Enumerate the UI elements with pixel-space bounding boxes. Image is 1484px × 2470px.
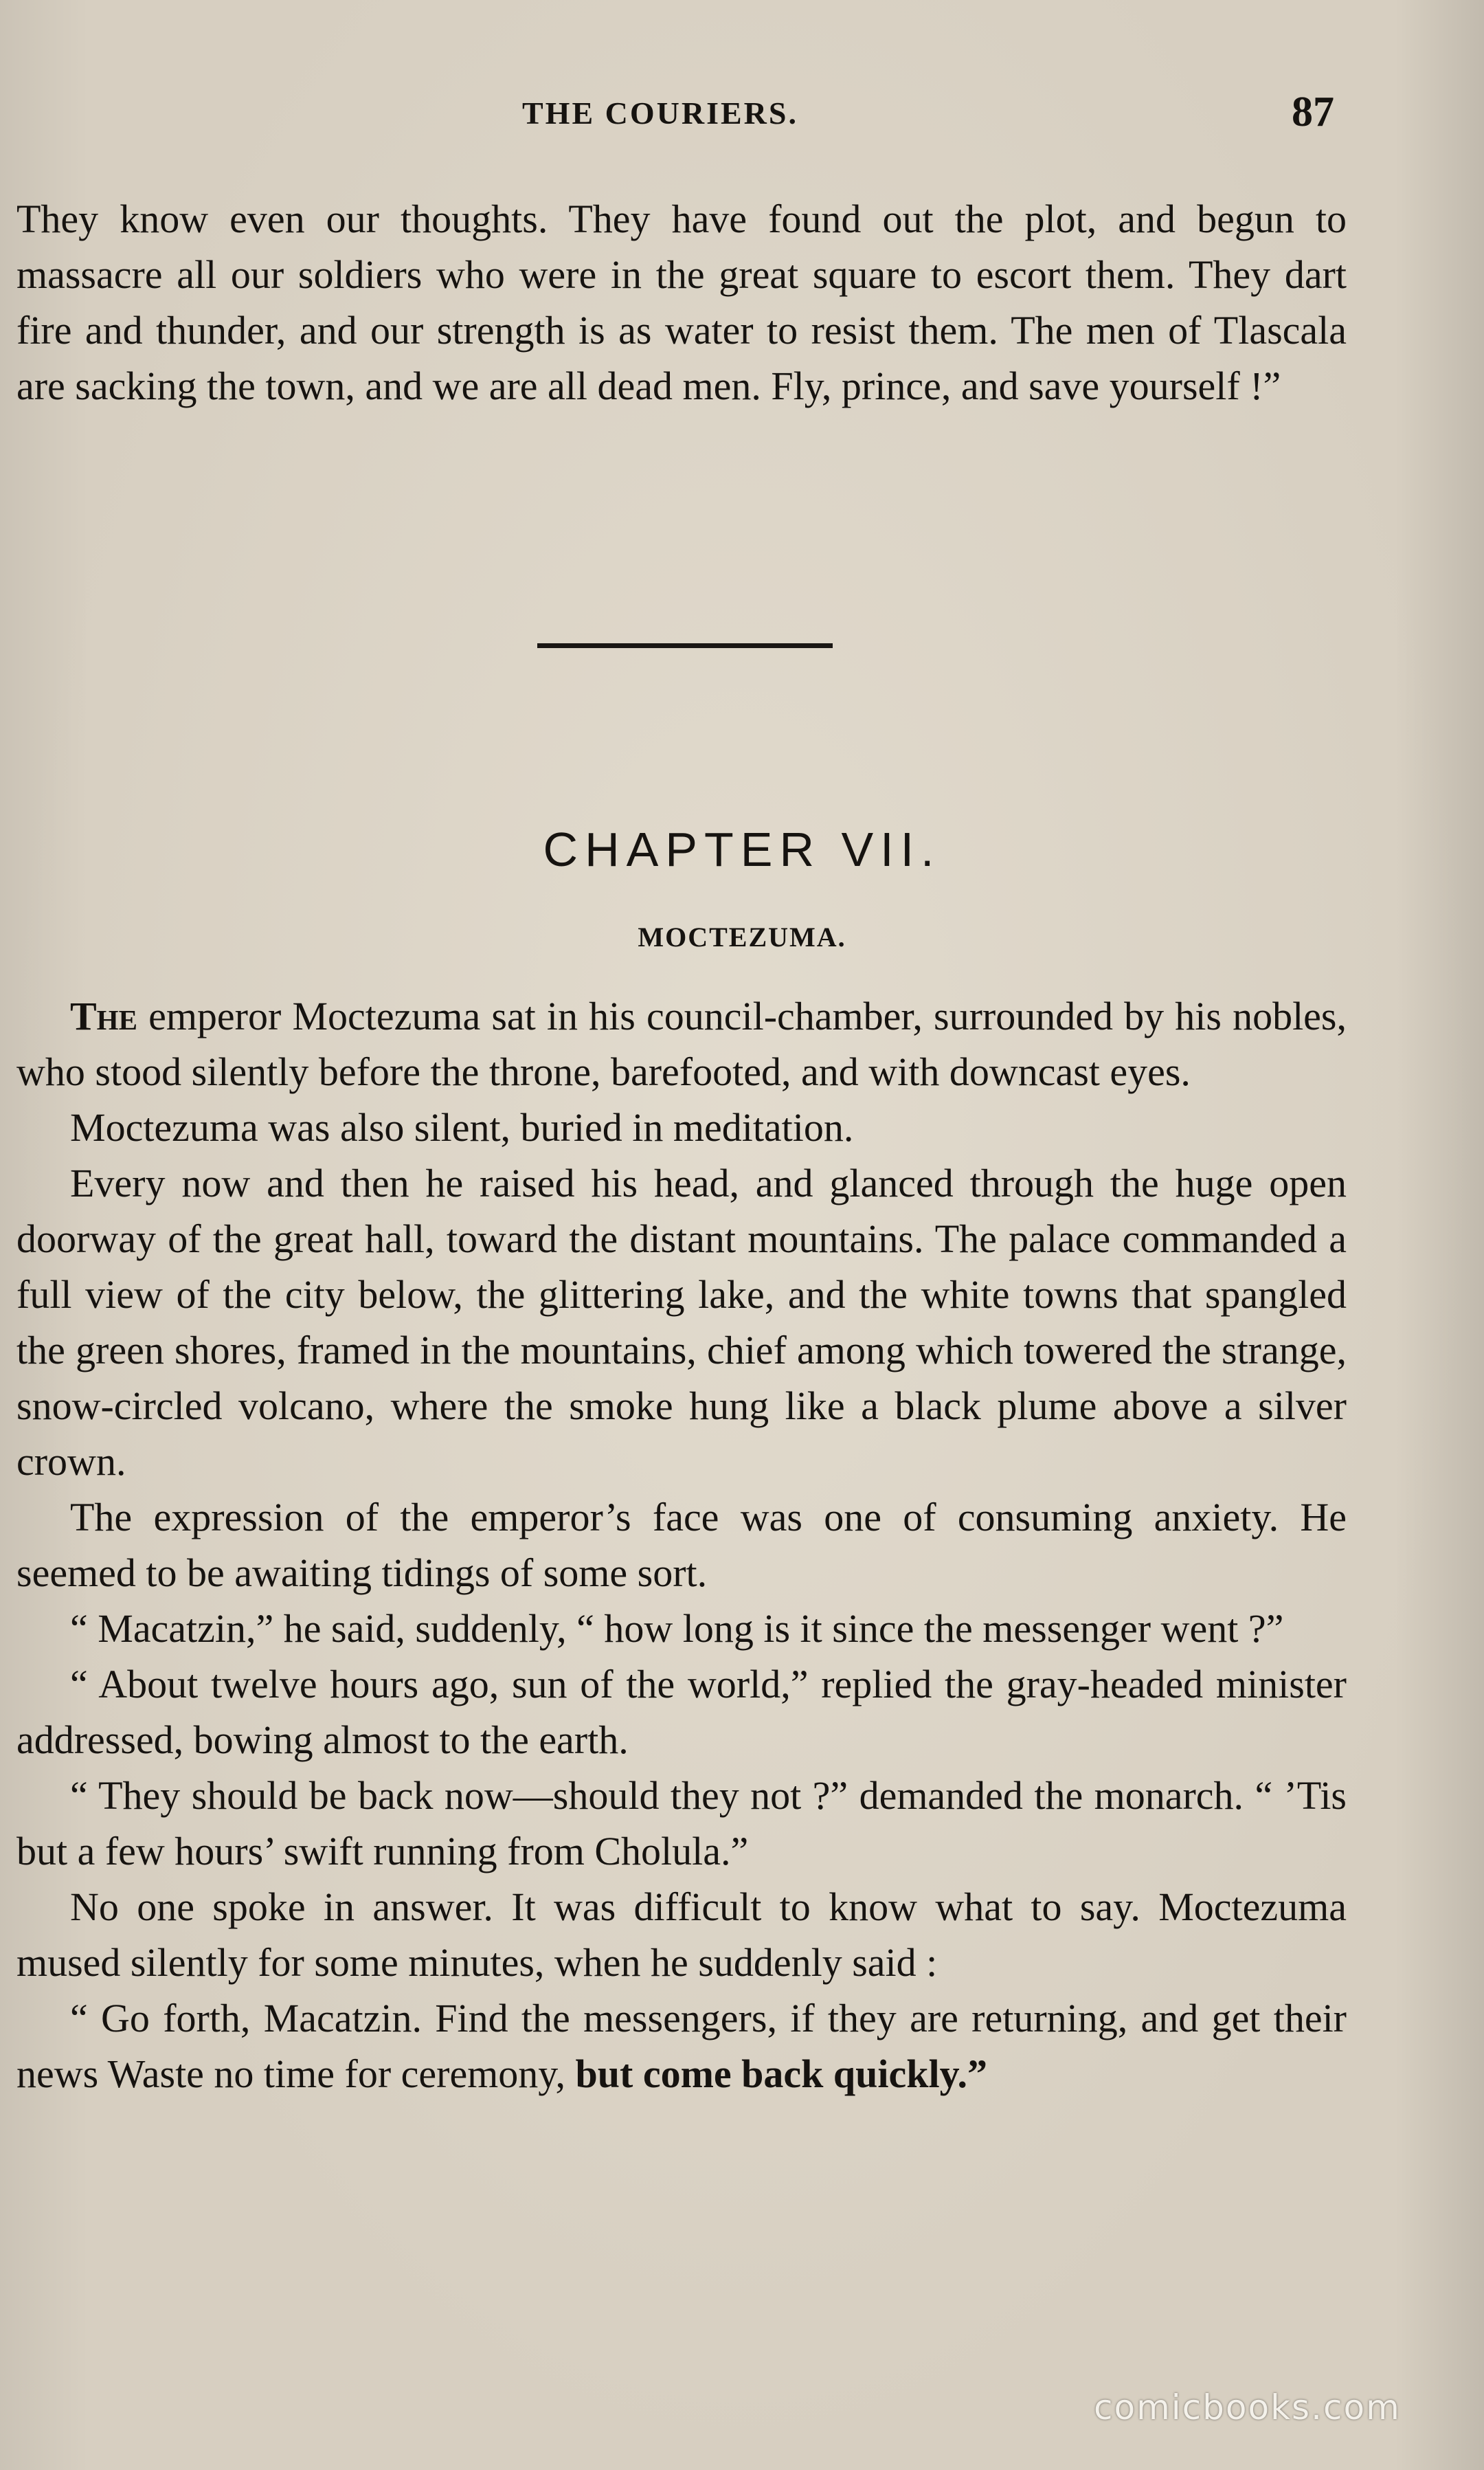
paragraph: “ About twelve hours ago, sun of the world,” replied the gray-headed minister addressed, bowing almost to the earth. [16, 1662, 1347, 1762]
section-rule [537, 643, 833, 648]
running-title: THE COURIERS. [522, 96, 798, 131]
paragraph-text: “ Go forth, Macatzin. Find the messengers, if they are returning, and get their news Waste no time for ceremony, [16, 1996, 1347, 2096]
chapter-title: CHAPTER VII. [543, 823, 941, 876]
chapter-subtitle: MOCTEZUMA. [638, 922, 846, 953]
paragraph [16, 1990, 1347, 2102]
paragraph: “ They should be back now—should they not ?” demanded the monarch. “ ’Tis but a few hours’ swift running from Cholula.” [16, 1773, 1347, 1873]
paragraph: Moctezuma was also silent, buried in meditation. [70, 1105, 854, 1150]
running-head [0, 88, 1484, 143]
watermark: comicbooks.com [1094, 2388, 1401, 2427]
paragraph-text-bold: but come back quickly.” [575, 2051, 987, 2096]
paragraph: Every now and then he raised his head, and glanced through the huge open doorway of the great hall, toward the distant mountains. The palace commanded a full view of the city below, the glittering lake, and the white towns that spangled the green shores, framed in the mountains, chief among which towered the strange, snow-circled volcano, where the smoke hung like a black plume above a silver crown. [16, 1161, 1347, 1484]
closing-paragraph: They know even our thoughts. They have found out the plot, and begun to massacre all our soldiers who were in the great square to escort them. They dart fire and thunder, and our strength is as water to resist them. The men of Tlascala are sacking the town, and we are all dead men. Fly, prince, and save yourself !” [16, 197, 1347, 408]
paragraph: “ Macatzin,” he said, suddenly, “ how long is it since the messenger went ?” [70, 1606, 1284, 1651]
chapter-body [16, 988, 1347, 2102]
page-number: 87 [1292, 89, 1334, 135]
paragraph-lead-word: The [70, 994, 137, 1038]
paragraph [16, 988, 1347, 1100]
paragraph: No one spoke in answer. It was difficult to know what to say. Moctezuma mused silently for some minutes, when he suddenly said : [16, 1884, 1347, 1985]
paragraph: The expression of the emperor’s face was one of consuming anxiety. He seemed to be awaiting tidings of some sort. [16, 1495, 1347, 1595]
previous-chapter-text [16, 191, 1347, 414]
paragraph-text: emperor Moctezuma sat in his council-chamber, surrounded by his nobles, who stood silently before the throne, barefooted, and with downcast eyes. [16, 994, 1347, 1094]
